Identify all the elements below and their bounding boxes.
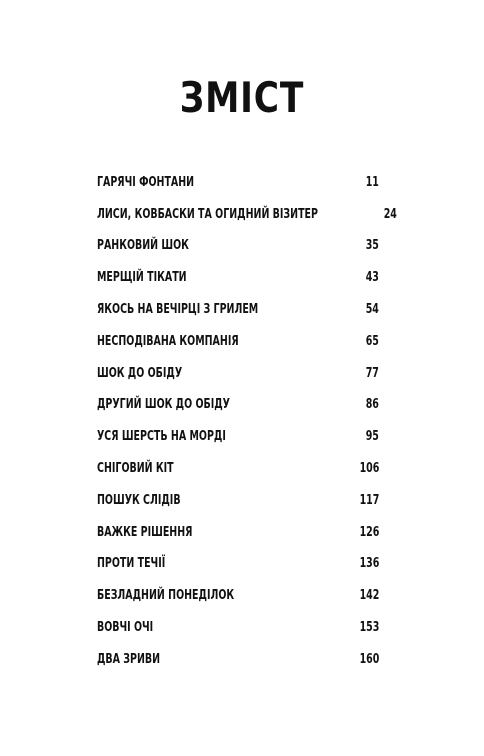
toc-entry[interactable] bbox=[97, 611, 379, 643]
toc-entry[interactable] bbox=[97, 293, 379, 325]
toc-entry-page: 86 bbox=[365, 396, 379, 413]
toc-entry-title: ШОК ДО ОБІДУ bbox=[97, 364, 183, 381]
toc-entry[interactable] bbox=[97, 357, 379, 389]
toc-entry[interactable] bbox=[97, 166, 379, 198]
toc-entry[interactable] bbox=[97, 325, 379, 357]
toc-entry-page: 54 bbox=[365, 301, 379, 318]
toc-entry-title: ПРОТИ ТЕЧІЇ bbox=[97, 555, 166, 572]
toc-entry-title: ВАЖКЕ РІШЕННЯ bbox=[97, 523, 193, 540]
toc-entry[interactable] bbox=[97, 198, 398, 230]
toc-entry-title: ВОВЧІ ОЧІ bbox=[97, 619, 154, 636]
toc-entry-page: 142 bbox=[359, 587, 379, 604]
toc-entry-title: ДРУГИЙ ШОК ДО ОБІДУ bbox=[97, 396, 231, 413]
toc-entry-title: ПОШУК СЛІДІВ bbox=[97, 491, 181, 508]
toc-entry-title: УСЯ ШЕРСТЬ НА МОРДІ bbox=[97, 428, 226, 445]
table-of-contents bbox=[97, 166, 398, 675]
toc-entry[interactable] bbox=[97, 420, 379, 452]
toc-entry-title: БЕЗЛАДНИЙ ПОНЕДІЛОК bbox=[97, 587, 235, 604]
page-title: ЗМІСТ bbox=[179, 73, 305, 122]
toc-entry[interactable] bbox=[97, 516, 379, 548]
toc-entry-page: 117 bbox=[359, 491, 379, 508]
toc-entry[interactable] bbox=[97, 389, 379, 421]
toc-entry-title: ЯКОСЬ НА ВЕЧІРЦІ З ГРИЛЕМ bbox=[97, 301, 259, 318]
toc-entry[interactable] bbox=[97, 230, 379, 262]
toc-entry-page: 106 bbox=[359, 460, 379, 477]
toc-entry-title: ЛИСИ, КОВБАСКИ ТА ОГИДНИЙ ВІЗИТЕР bbox=[97, 205, 318, 222]
toc-entry[interactable] bbox=[97, 484, 379, 516]
toc-entry[interactable] bbox=[97, 643, 379, 675]
toc-entry[interactable] bbox=[97, 579, 379, 611]
toc-entry-page: 136 bbox=[359, 555, 379, 572]
toc-entry-page: 65 bbox=[365, 332, 379, 349]
toc-entry-page: 153 bbox=[359, 619, 379, 636]
toc-entry-title: РАНКОВИЙ ШОК bbox=[97, 237, 189, 254]
toc-entry-page: 126 bbox=[359, 523, 379, 540]
toc-entry-page: 24 bbox=[384, 205, 398, 222]
toc-entry-title: ДВА ЗРИВИ bbox=[97, 650, 161, 667]
toc-entry[interactable] bbox=[97, 261, 379, 293]
toc-entry-page: 77 bbox=[365, 364, 379, 381]
toc-entry-page: 43 bbox=[365, 269, 379, 286]
toc-entry-page: 95 bbox=[365, 428, 379, 445]
toc-entry-title: МЕРЩІЙ ТІКАТИ bbox=[97, 269, 187, 286]
toc-entry-page: 160 bbox=[359, 650, 379, 667]
toc-entry-title: СНІГОВИЙ КІТ bbox=[97, 460, 174, 477]
toc-entry-title: ГАРЯЧІ ФОНТАНИ bbox=[97, 173, 195, 190]
toc-entry-title: НЕСПОДІВАНА КОМПАНІЯ bbox=[97, 332, 239, 349]
toc-entry-page: 35 bbox=[365, 237, 379, 254]
toc-entry[interactable] bbox=[97, 452, 379, 484]
toc-entry[interactable] bbox=[97, 548, 379, 580]
toc-entry-page: 11 bbox=[365, 173, 379, 190]
